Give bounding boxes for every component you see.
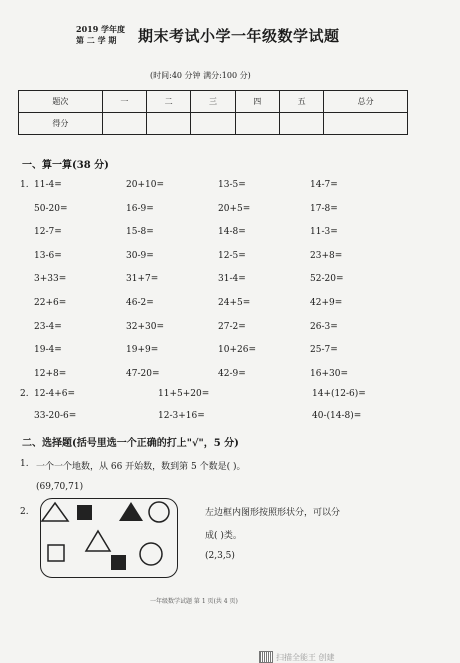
- qr-code-icon: [259, 651, 273, 663]
- shapes-illustration: [41, 499, 177, 577]
- arithmetic-problem: 23+8=: [310, 250, 343, 261]
- arithmetic-problem: 31+7=: [126, 274, 159, 285]
- arithmetic-problem: 13-6=: [34, 250, 62, 261]
- arithmetic-problem: 31-4=: [218, 274, 246, 285]
- section2-q2-options: (2,3,5): [205, 551, 235, 561]
- arithmetic-problem: 12-7=: [34, 227, 62, 238]
- filled-square-icon: [77, 505, 92, 520]
- arithmetic-problem: 11-3=: [310, 227, 338, 238]
- circle-outline-icon: [140, 543, 162, 565]
- mixed-arithmetic-problem: 14+(12-6)=: [312, 389, 366, 399]
- arithmetic-problem: 42+9=: [310, 298, 343, 308]
- arithmetic-problem: 50-20=: [34, 203, 68, 214]
- arithmetic-problem: 12+8=: [34, 368, 67, 379]
- arithmetic-problem: 16-9=: [126, 203, 154, 214]
- section2-title: 二、选择题(括号里选一个正确的打上"√"，5 分): [22, 438, 239, 449]
- arithmetic-problem: 14-7=: [310, 180, 338, 190]
- section2-q2-text-line1: 左边框内图形按照形状分，可以分: [205, 508, 341, 518]
- arithmetic-problem: 14-8=: [218, 227, 246, 238]
- mixed-arithmetic-problem: 12-3+16=: [158, 411, 205, 421]
- arithmetic-problem: 3+33=: [34, 274, 67, 285]
- arithmetic-problem: 47-20=: [126, 368, 160, 379]
- exam-time-and-score: (时间:40 分钟 满分:100 分): [150, 71, 251, 80]
- score-cell[interactable]: [147, 113, 191, 135]
- col-1: 一: [102, 91, 146, 113]
- shapes-figure: [40, 498, 178, 578]
- exam-title: 期末考试小学一年级数学试题: [138, 27, 340, 45]
- arithmetic-problem: 22+6=: [34, 298, 67, 308]
- square-outline-icon: [48, 545, 64, 561]
- score-table-header-row: [19, 91, 408, 113]
- arithmetic-problem: 30-9=: [126, 250, 154, 261]
- section2-q1-number: 1.: [20, 459, 29, 469]
- mixed-arithmetic-problem: 33-20-6=: [34, 411, 77, 421]
- arithmetic-problem: 24+5=: [218, 298, 251, 308]
- score-table: [18, 90, 408, 135]
- arithmetic-problem: 19-4=: [34, 345, 62, 356]
- arithmetic-problem: 13-5=: [218, 180, 246, 190]
- score-cell[interactable]: [191, 113, 235, 135]
- section1-q1-number: 1.: [20, 180, 29, 190]
- school-year-line2: 第 二 学 期: [76, 35, 117, 45]
- arithmetic-problem: 27-2=: [218, 321, 246, 332]
- arithmetic-problem: 12-5=: [218, 250, 246, 261]
- arithmetic-problem: 15-8=: [126, 227, 154, 238]
- scanner-watermark: 扫描全能王 创建: [276, 653, 335, 662]
- page-footer: 一年级数学试题 第 1 页(共 4 页): [150, 598, 238, 605]
- section2-q2-number: 2.: [20, 507, 29, 517]
- arithmetic-problem: 11-4=: [34, 180, 62, 190]
- school-year-line1: 2019 学年度: [76, 24, 126, 34]
- mixed-arithmetic-problem: 40-(14-8)=: [312, 411, 362, 421]
- arithmetic-problem: 20+5=: [218, 203, 251, 214]
- section2-q1-options: (69,70,71): [36, 482, 84, 492]
- row-header-question: 题次: [19, 91, 103, 113]
- score-table-score-row: [19, 113, 408, 135]
- col-3: 三: [191, 91, 235, 113]
- col-total: 总分: [324, 91, 408, 113]
- circle-outline-icon: [149, 502, 169, 522]
- arithmetic-problem: 23-4=: [34, 321, 62, 332]
- col-2: 二: [147, 91, 191, 113]
- triangle-outline-icon: [86, 531, 110, 551]
- arithmetic-problem: 19+9=: [126, 345, 159, 356]
- arithmetic-problem: 26-3=: [310, 321, 338, 332]
- arithmetic-problem: 52-20=: [310, 274, 344, 285]
- section1-q2-number: 2.: [20, 389, 29, 399]
- section1-title: 一、算一算(38 分): [22, 160, 109, 171]
- arithmetic-problem: 20+10=: [126, 180, 164, 190]
- arithmetic-problem: 16+30=: [310, 368, 348, 379]
- col-5: 五: [279, 91, 323, 113]
- score-cell[interactable]: [102, 113, 146, 135]
- arithmetic-problem: 25-7=: [310, 345, 338, 356]
- mixed-arithmetic-problem: 11+5+20=: [158, 389, 210, 399]
- score-cell[interactable]: [324, 113, 408, 135]
- row-header-score: 得分: [19, 113, 103, 135]
- arithmetic-problem: 32+30=: [126, 321, 164, 332]
- arithmetic-problem: 17-8=: [310, 203, 338, 214]
- filled-triangle-icon: [119, 502, 143, 521]
- section2-q2-text-line2: 成( )类。: [205, 531, 242, 541]
- score-cell[interactable]: [279, 113, 323, 135]
- filled-square-icon: [111, 555, 126, 570]
- mixed-arithmetic-problem: 12-4+6=: [34, 389, 76, 399]
- section2-q1-text: 一个一个地数，从 66 开始数，数到第 5 个数是( )。: [36, 462, 246, 472]
- arithmetic-problem: 42-9=: [218, 368, 246, 379]
- school-year: [76, 24, 125, 46]
- score-cell[interactable]: [235, 113, 279, 135]
- arithmetic-problem: 46-2=: [126, 298, 154, 308]
- triangle-outline-icon: [42, 503, 68, 521]
- col-4: 四: [235, 91, 279, 113]
- arithmetic-problem: 10+26=: [218, 345, 256, 356]
